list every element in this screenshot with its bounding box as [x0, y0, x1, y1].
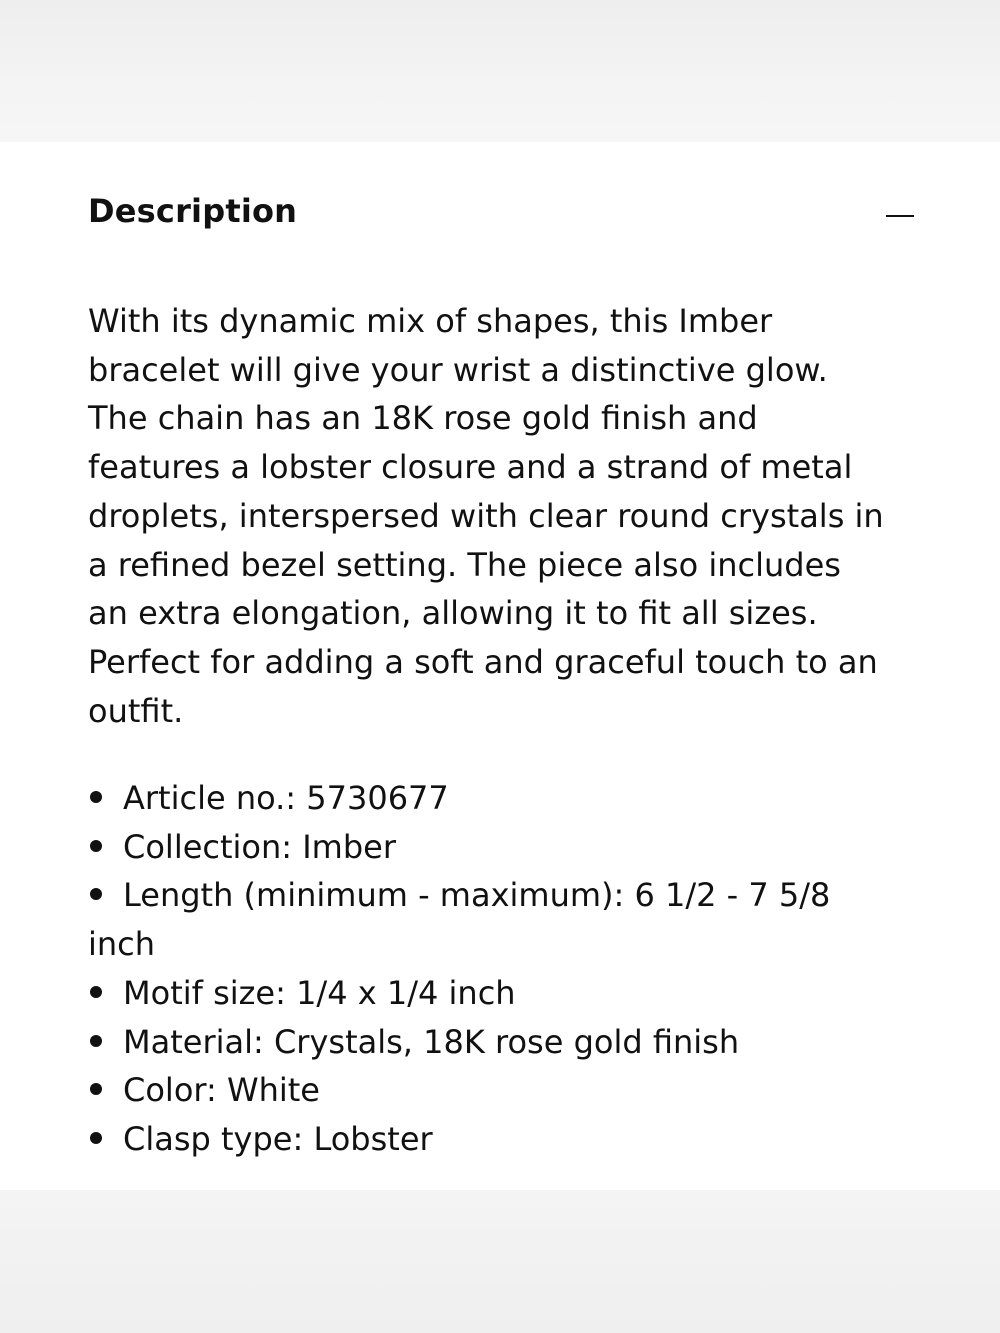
description-panel [0, 142, 1000, 1190]
detail-material: Material: Crystals, 18K rose gold finish [88, 1018, 888, 1067]
detail-article-number: Article no.: 5730677 [88, 774, 888, 823]
detail-length: Length (minimum - maximum): 6 1/2 - 7 5/8 inch [88, 871, 888, 968]
background-bottom [0, 1190, 1000, 1333]
background-top [0, 0, 1000, 142]
detail-color: Color: White [88, 1066, 888, 1115]
detail-collection: Collection: Imber [88, 823, 888, 872]
detail-clasp-type: Clasp type: Lobster [88, 1115, 888, 1164]
detail-motif-size: Motif size: 1/4 x 1/4 inch [88, 969, 888, 1018]
product-details-list [88, 774, 888, 1164]
description-accordion-header[interactable] [88, 190, 920, 236]
description-title: Description [88, 192, 298, 230]
collapse-toggle-button[interactable] [884, 194, 916, 232]
description-body: With its dynamic mix of shapes, this Imber bracelet will give your wrist a distinctive glow. The chain has an 18K rose gold finish and features a lobster closure and a strand of metal droplets, interspersed with clear round crystals in a refined bezel setting. The piece also includes an extra elongation, allowing it to fit all sizes. Perfect for adding a soft and graceful touch to an outfit. [88, 302, 884, 730]
minus-icon [886, 215, 914, 217]
